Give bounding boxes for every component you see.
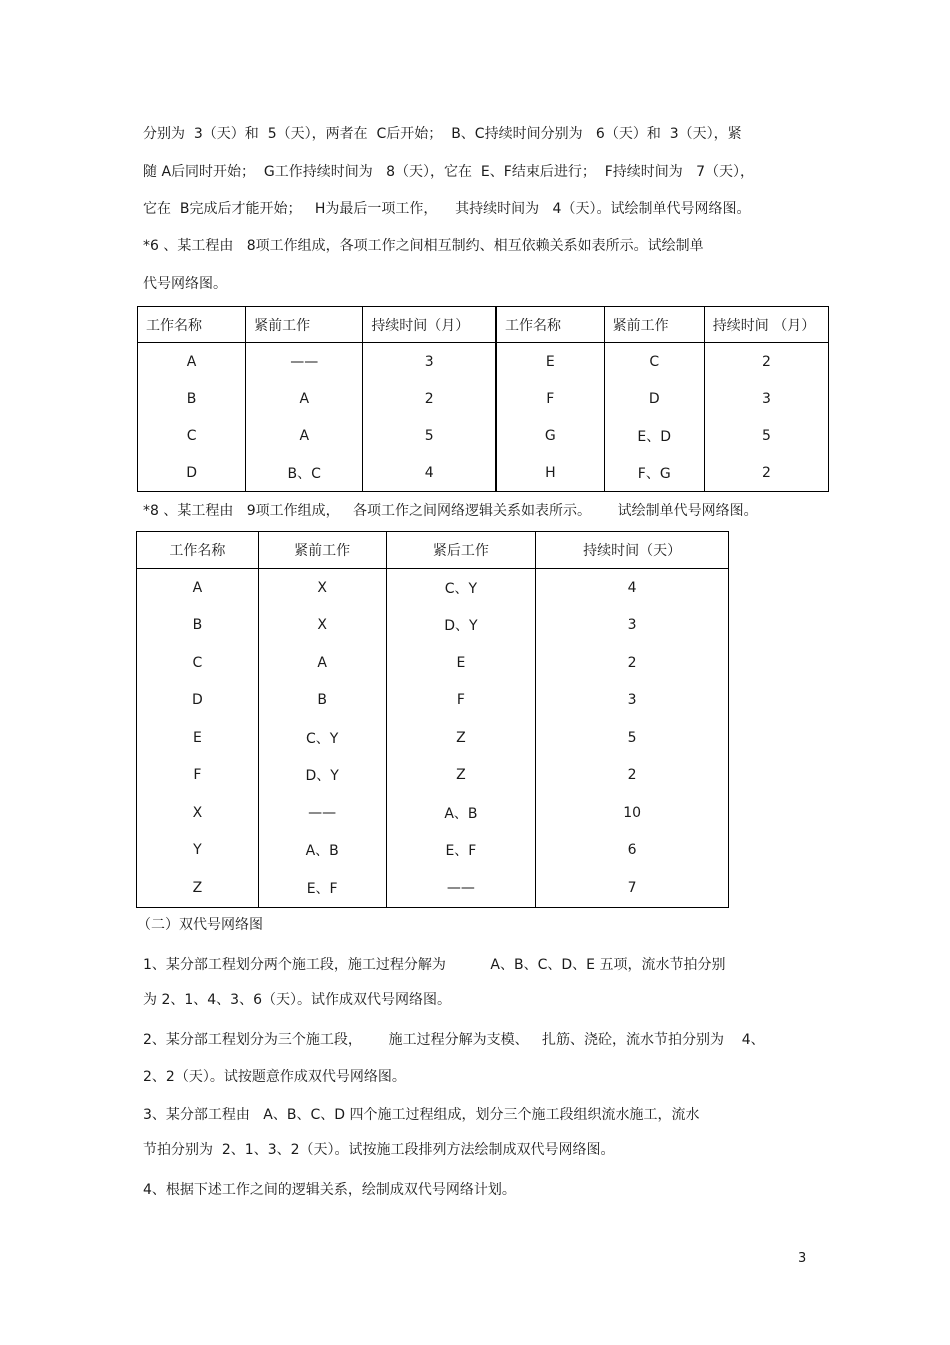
table-row [137, 869, 729, 907]
table-cell: C、Y [386, 569, 536, 607]
exercise-2-line-2: 2、2（天）。试按题意作成双代号网络图。 [143, 1069, 406, 1085]
table-cell: C [186, 427, 197, 444]
table-cell: 4 [536, 569, 729, 607]
table-cell: B [186, 390, 197, 407]
exercise-1-line-1: 1、某分部工程划分两个施工段，施工过程分解为 A、B、C、D、E 五项，流水节拍分别 [143, 957, 726, 973]
table-cell: 2 [363, 380, 496, 417]
table-cell: D [191, 692, 203, 709]
exercise-2-line-1: 2、某分部工程划分为三个施工段， 施工过程分解为支模、 扎筋、浇砼，流水节拍分别为 4、 [143, 1032, 765, 1048]
header-cell: 紧前工作 [246, 307, 363, 343]
table-cell: D [604, 380, 704, 417]
header-cell: 工作名称 [496, 307, 604, 343]
table-cell: F、G [604, 454, 704, 492]
table-cell: A [186, 353, 197, 370]
table-row [137, 832, 729, 870]
table-cell: C [192, 654, 203, 671]
table-cell: 2 [704, 343, 828, 381]
table-row [138, 454, 829, 492]
text-line-3: 它在 B完成后才能开始； H为最后一项工作， 其持续时间为 4（天）。试绘制单代号网络图。 [143, 201, 751, 217]
table-cell: A [192, 579, 203, 596]
exercise-3-line-2: 节拍分别为 2、1、3、2（天）。试按施工段排列方法绘制成双代号网络图。 [143, 1142, 615, 1158]
question-6-title: *6 、某工程由 8项工作组成，各项工作之间相互制约、相互依赖关系如表所示。试绘制单 [143, 238, 704, 254]
table-cell: E、F [258, 869, 386, 907]
table-cell: A [258, 644, 386, 682]
table-cell: A、B [386, 794, 536, 832]
table-cell: 3 [536, 607, 729, 645]
question-8-title: *8 、某工程由 9项工作组成， 各项工作之间网络逻辑关系如表所示。 试绘制单代号网络图。 [143, 503, 758, 519]
table-cell: 7 [536, 869, 729, 907]
table-row [138, 380, 829, 417]
table-cell: 4 [363, 454, 496, 492]
table-cell: C [604, 343, 704, 381]
table-cell: D、Y [386, 607, 536, 645]
table-cell: F [193, 767, 202, 784]
table-row [137, 644, 729, 682]
table-cell: F [496, 380, 604, 417]
table-cell: 10 [536, 794, 729, 832]
table-row [137, 719, 729, 757]
table-header-row [138, 307, 829, 343]
table-cell: Y [193, 842, 202, 859]
table-row [137, 794, 729, 832]
table-q6 [137, 306, 829, 492]
section-heading: （二）双代号网络图 [137, 917, 263, 933]
exercise-4-line: 4、根据下述工作之间的逻辑关系，绘制成双代号网络计划。 [143, 1182, 516, 1198]
table-header-row [137, 532, 729, 569]
table-row [137, 757, 729, 795]
table-cell: —— [258, 794, 386, 832]
table-cell: E、D [604, 417, 704, 454]
table-cell: A [246, 380, 363, 417]
text-line-2: 随 A后同时开始； G工作持续时间为 8（天），它在 E、F结束后进行； F持续时间为 7（天）， [143, 164, 755, 180]
table-cell: E [496, 343, 604, 381]
table-cell: Z [192, 879, 203, 896]
table-row [137, 607, 729, 645]
table-cell: 3 [363, 343, 496, 381]
header-cell: 持续时间 （月） [704, 307, 828, 343]
table-row [138, 417, 829, 454]
table-row [137, 569, 729, 607]
table-row [137, 682, 729, 720]
table-cell: H [496, 454, 604, 492]
table-cell: D [186, 464, 197, 481]
text-line-1: 分别为 3（天）和 5（天），两者在 C后开始； B、C持续时间分别为 6（天）和 3（天），紧 [143, 126, 742, 142]
header-cell: 紧前工作 [604, 307, 704, 343]
table-cell: A [246, 417, 363, 454]
table-cell: 5 [536, 719, 729, 757]
exercise-3-line-1: 3、某分部工程由 A、B、C、D 四个施工过程组成，划分三个施工段组织流水施工，流水 [143, 1107, 700, 1123]
table-cell: Z [386, 757, 536, 795]
table-cell: A、B [258, 832, 386, 870]
table-cell: 5 [363, 417, 496, 454]
table-cell: Z [386, 719, 536, 757]
table-cell: 2 [704, 454, 828, 492]
header-cell: 持续时间（月） [363, 307, 496, 343]
page-number: 3 [798, 1251, 807, 1266]
table-cell: X [258, 607, 386, 645]
table-cell: 3 [704, 380, 828, 417]
header-cell: 紧前工作 [258, 532, 386, 569]
table-cell: F [386, 682, 536, 720]
table-cell: —— [246, 343, 363, 381]
table-cell: E [386, 644, 536, 682]
table-cell: G [496, 417, 604, 454]
table-cell: E、F [386, 832, 536, 870]
table-cell: E [192, 729, 202, 746]
table-cell: X [192, 804, 203, 821]
table-cell: —— [386, 869, 536, 907]
table-cell: 6 [536, 832, 729, 870]
table-cell: 2 [536, 644, 729, 682]
table-cell: D、Y [258, 757, 386, 795]
table-cell: X [258, 569, 386, 607]
table-cell: B [258, 682, 386, 720]
table-cell: C、Y [258, 719, 386, 757]
table-cell: 3 [536, 682, 729, 720]
header-cell: 持续时间（天） [536, 532, 729, 569]
table-cell: B、C [246, 454, 363, 492]
table-cell: 5 [704, 417, 828, 454]
table-cell: 2 [536, 757, 729, 795]
header-cell: 工作名称 [138, 307, 246, 343]
exercise-1-line-2: 为 2、1、4、3、6（天）。试作成双代号网络图。 [143, 992, 451, 1008]
table-q8 [136, 531, 729, 908]
header-cell: 紧后工作 [386, 532, 536, 569]
header-cell: 工作名称 [137, 532, 259, 569]
table-row [138, 343, 829, 381]
question-6-title-cont: 代号网络图。 [143, 276, 227, 292]
table-cell: B [192, 617, 203, 634]
